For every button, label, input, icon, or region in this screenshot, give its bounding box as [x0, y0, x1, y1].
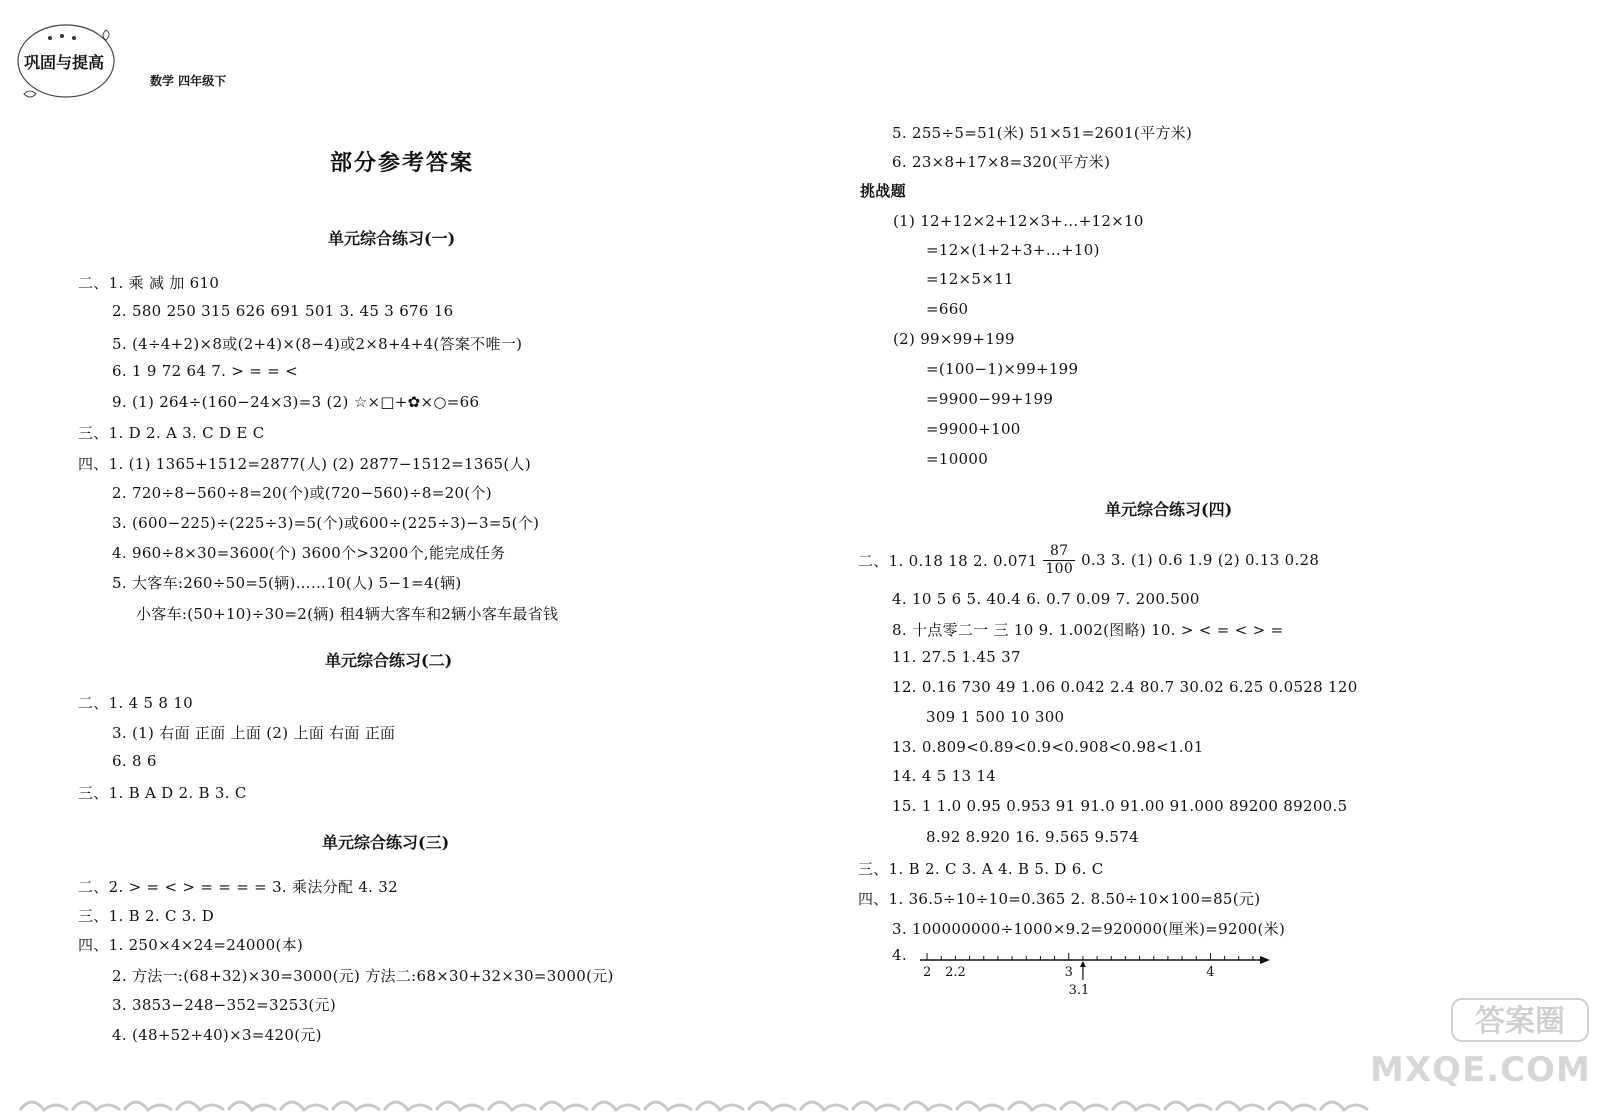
decorative-wave	[800, 1102, 848, 1110]
decorative-wave	[332, 1102, 380, 1110]
answer-line: =12×(1+2+3+…+10)	[926, 241, 1100, 259]
bottom-decorative-border	[0, 1085, 1600, 1120]
page-title: 部分参考答案	[330, 150, 475, 176]
number-line-marker	[1080, 961, 1086, 980]
answer-line: 2. 720÷8−560÷8=20(个)或(720−560)÷8=20(个)	[112, 484, 492, 502]
answer-line: 4.	[892, 946, 907, 964]
logo-text: 巩固与提高	[24, 53, 105, 72]
answer-line: 2. 580 250 315 626 691 501 3. 45 3 676 16	[112, 302, 454, 320]
answer-line: 三、1. D 2. A 3. C D E C	[78, 424, 265, 442]
answer-line: 4. 10 5 6 5. 40.4 6. 0.7 0.09 7. 200.500	[892, 590, 1200, 608]
answer-line: 5. (4÷4+2)×8或(2+4)×(8−4)或2×8+4+4(答案不唯一)	[112, 335, 523, 353]
decorative-wave	[1008, 1102, 1056, 1110]
fraction-numerator: 87	[1043, 543, 1075, 561]
decorative-wave	[956, 1102, 1004, 1110]
decorative-wave	[124, 1102, 172, 1110]
answer-line: 12. 0.16 730 49 1.06 0.042 2.4 80.7 30.02 6.25 0.0528 120	[892, 678, 1358, 696]
number-line-label: 3.1	[1068, 983, 1090, 998]
decorative-wave	[384, 1102, 432, 1110]
decorative-wave	[1268, 1102, 1316, 1110]
number-line-label: 4	[1206, 965, 1215, 980]
section-title-1: 单元综合练习(一)	[328, 229, 456, 248]
answer-line: 6. 1 9 72 64 7. > = = <	[112, 362, 298, 380]
number-line-label: 2.2	[945, 965, 966, 980]
answer-line: 三、1. B 2. C 3. A 4. B 5. D 6. C	[858, 860, 1104, 878]
marker-arrow-head	[1080, 961, 1086, 967]
answer-text: 0.3 3. (1) 0.6 1.9 (2) 0.13 0.28	[1081, 551, 1320, 569]
decorative-wave	[1112, 1102, 1160, 1110]
watermark-site: MXQE.COM	[1370, 1050, 1591, 1090]
decorative-wave	[696, 1102, 744, 1110]
book-series-logo	[14, 16, 124, 106]
section-title-3: 单元综合练习(三)	[322, 833, 450, 852]
decorative-wave	[1060, 1102, 1108, 1110]
decorative-wave	[488, 1102, 536, 1110]
watermark-logo	[1450, 995, 1590, 1045]
answer-line: 二、1. 4 5 8 10	[78, 694, 194, 712]
number-line-arrow	[1260, 956, 1270, 964]
decorative-wave	[852, 1102, 900, 1110]
decorative-wave	[228, 1102, 276, 1110]
answer-line: =10000	[926, 450, 989, 468]
answer-line: 6. 23×8+17×8=320(平方米)	[892, 153, 1111, 171]
decorative-wave	[540, 1102, 588, 1110]
answer-line: 8.92 8.920 16. 9.565 9.574	[926, 828, 1139, 846]
answer-line: =660	[926, 300, 969, 318]
fraction-87-100	[1043, 543, 1075, 578]
decorative-wave	[748, 1102, 796, 1110]
decorative-wave	[20, 1102, 68, 1110]
answer-line: 二、1. 乘 减 加 610	[78, 274, 220, 292]
answer-line: 11. 27.5 1.45 37	[892, 648, 1021, 666]
number-line-label: 2	[922, 965, 932, 980]
decorative-wave	[176, 1102, 224, 1110]
answer-line: 15. 1 1.0 0.95 0.953 91 91.0 91.00 91.000 89200 89200.5	[892, 797, 1348, 815]
answer-line: =9900+100	[926, 420, 1021, 438]
section-title-2: 单元综合练习(二)	[325, 651, 453, 670]
decorative-wave	[1216, 1102, 1264, 1110]
answer-line: =9900−99+199	[926, 390, 1054, 408]
number-line-ticks	[927, 953, 1253, 960]
answer-line: 14. 4 5 13 14	[892, 767, 997, 785]
answer-line: =(100−1)×99+199	[926, 360, 1079, 378]
answer-line: 4. (48+52+40)×3=420(元)	[112, 1026, 322, 1044]
answer-line: 13. 0.809<0.89<0.9<0.908<0.98<1.01	[892, 738, 1204, 756]
answer-line: 5. 255÷5=51(米) 51×51=2601(平方米)	[892, 124, 1193, 142]
answer-line: 四、1. 250×4×24=24000(本)	[78, 936, 304, 954]
number-line-figure	[920, 950, 1300, 1010]
decorative-wave	[72, 1102, 120, 1110]
answer-line: 二、2. > = < > = = = = 3. 乘法分配 4. 32	[78, 878, 398, 896]
decorative-wave	[592, 1102, 640, 1110]
answer-line: 309 1 500 10 300	[926, 708, 1065, 726]
decorative-wave	[1164, 1102, 1212, 1110]
section-title-4: 单元综合练习(四)	[1105, 500, 1233, 519]
answer-line: (2) 99×99+199	[893, 330, 1015, 348]
answer-line: 四、1. (1) 1365+1512=2877(人) (2) 2877−1512=1365(人)	[78, 455, 532, 473]
answer-line: 6. 8 6	[112, 752, 157, 770]
answer-text: 二、1. 0.18 18 2. 0.071	[858, 551, 1038, 570]
answer-line: 4. 960÷8×30=3600(个) 3600个>3200个,能完成任务	[112, 544, 506, 562]
answer-line: 3. (1) 右面 正面 上面 (2) 上面 右面 正面	[112, 724, 396, 742]
number-line-label: 3	[1064, 965, 1073, 980]
watermark-logo-text: 答案圈	[1475, 1004, 1565, 1039]
answer-line: 5. 大客车:260÷50=5(辆)……10(人) 5−1=4(辆)	[112, 574, 462, 592]
decorative-wave	[436, 1102, 484, 1110]
answer-line: 四、1. 36.5÷10÷10=0.365 2. 8.50÷10×100=85(元)	[858, 890, 1261, 908]
number-line-labels	[923, 965, 1215, 998]
decorative-wave	[280, 1102, 328, 1110]
decorative-waves	[20, 1102, 1368, 1110]
challenge-title: 挑战题	[860, 182, 906, 200]
subject-grade-label: 数学 四年级下	[150, 74, 227, 88]
answer-line-with-fraction	[858, 540, 1319, 580]
answer-line: 小客车:(50+10)÷30=2(辆) 租4辆大客车和2辆小客车最省钱	[136, 605, 559, 623]
fraction-denominator: 100	[1045, 560, 1074, 577]
answer-line: 8. 十点零二一 三 10 9. 1.002(图略) 10. > < = < > =	[892, 621, 1284, 639]
answer-line: (1) 12+12×2+12×3+…+12×10	[893, 212, 1144, 230]
answer-line: 3. (600−225)÷(225÷3)=5(个)或600÷(225÷3)−3=5(个)	[112, 514, 540, 532]
answer-line: 2. 方法一:(68+32)×30=3000(元) 方法二:68×30+32×30=3000(元)	[112, 967, 614, 985]
answer-line: 9. (1) 264÷(160−24×3)=3 (2) ☆×□+✿×○=66	[112, 393, 480, 411]
answer-line: =12×5×11	[926, 270, 1014, 288]
decorative-wave	[904, 1102, 952, 1110]
answer-line: 3. 100000000÷1000×9.2=920000(厘米)=9200(米)	[892, 920, 1286, 938]
answer-line: 三、1. B 2. C 3. D	[78, 907, 215, 925]
answer-line: 三、1. B A D 2. B 3. C	[78, 784, 247, 802]
answer-line: 3. 3853−248−352=3253(元)	[112, 996, 336, 1014]
decorative-wave	[644, 1102, 692, 1110]
decorative-wave	[1320, 1102, 1368, 1110]
